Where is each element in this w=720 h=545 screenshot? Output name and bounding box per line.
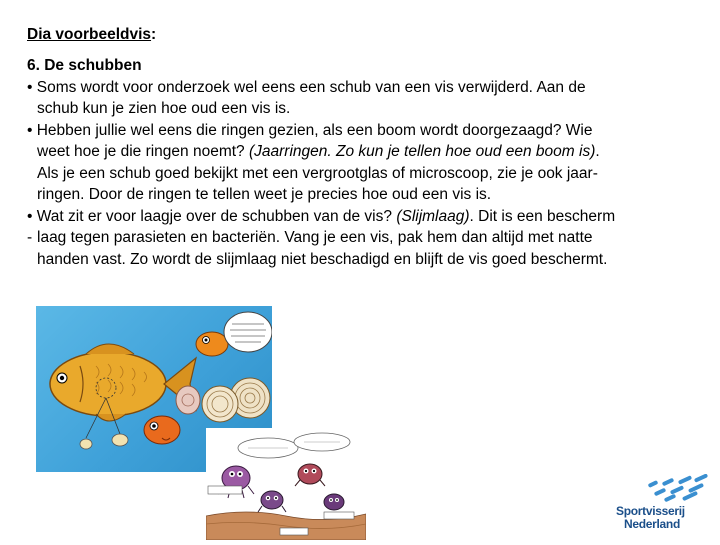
slide-body: [27, 55, 717, 270]
para3-answer: (Slijmlaag): [396, 207, 470, 225]
para2-line3: Als je een schub goed bekijkt met een vergrootglas of microscoop, zie je ook jaar-: [37, 164, 598, 182]
para3-line1-post: . Dit is een bescherm: [469, 207, 616, 225]
bacteria-drawing: [206, 428, 366, 540]
para3-line1-pre: • Wat zit er voor laagje over de schubben van de vis?: [27, 207, 397, 225]
para1-line1: • Soms wordt voor onderzoek wel eens een schub van een vis verwijderd. Aan de: [27, 78, 586, 96]
sportvisserij-logo: [612, 474, 712, 534]
para2-line2-post: .: [595, 143, 600, 160]
para1-line2: schub kun je zien hoe oud een vis is.: [37, 100, 291, 117]
slide-title-colon: :: [151, 26, 157, 43]
section-heading: 6. De schubben: [27, 57, 142, 74]
para3-line2: laag tegen parasieten en bacteriën. Vang je een vis, pak hem dan altijd met natte: [37, 229, 593, 246]
logo-text-line1: Sportvisserij: [616, 504, 685, 518]
para3-hyphen: -: [27, 229, 33, 246]
bacteria-illustration: [206, 428, 366, 540]
para2-line2: [27, 141, 717, 163]
para2-line2-pre: weet hoe je die ringen noemt?: [37, 143, 249, 160]
para3-line3: handen vast. Zo wordt de slijmlaag niet beschadigd en blijft de vis goed beschermt.: [37, 250, 608, 268]
para2-line1: • Hebben jullie wel eens die ringen gezien, als een boom wordt doorgezaagd? Wie: [27, 121, 593, 139]
slide-title-text: Dia voorbeeldvis: [27, 26, 152, 43]
logo-text-line2: Nederland: [624, 517, 680, 531]
para3-line1: [27, 206, 717, 228]
logo-wave-icon: [638, 474, 712, 504]
slide-title: [27, 26, 156, 44]
para2-line4: ringen. Door de ringen te tellen weet je precies hoe oud een vis is.: [37, 186, 492, 203]
para2-answer: (Jaarringen. Zo kun je tellen hoe oud een boom is): [248, 143, 596, 160]
